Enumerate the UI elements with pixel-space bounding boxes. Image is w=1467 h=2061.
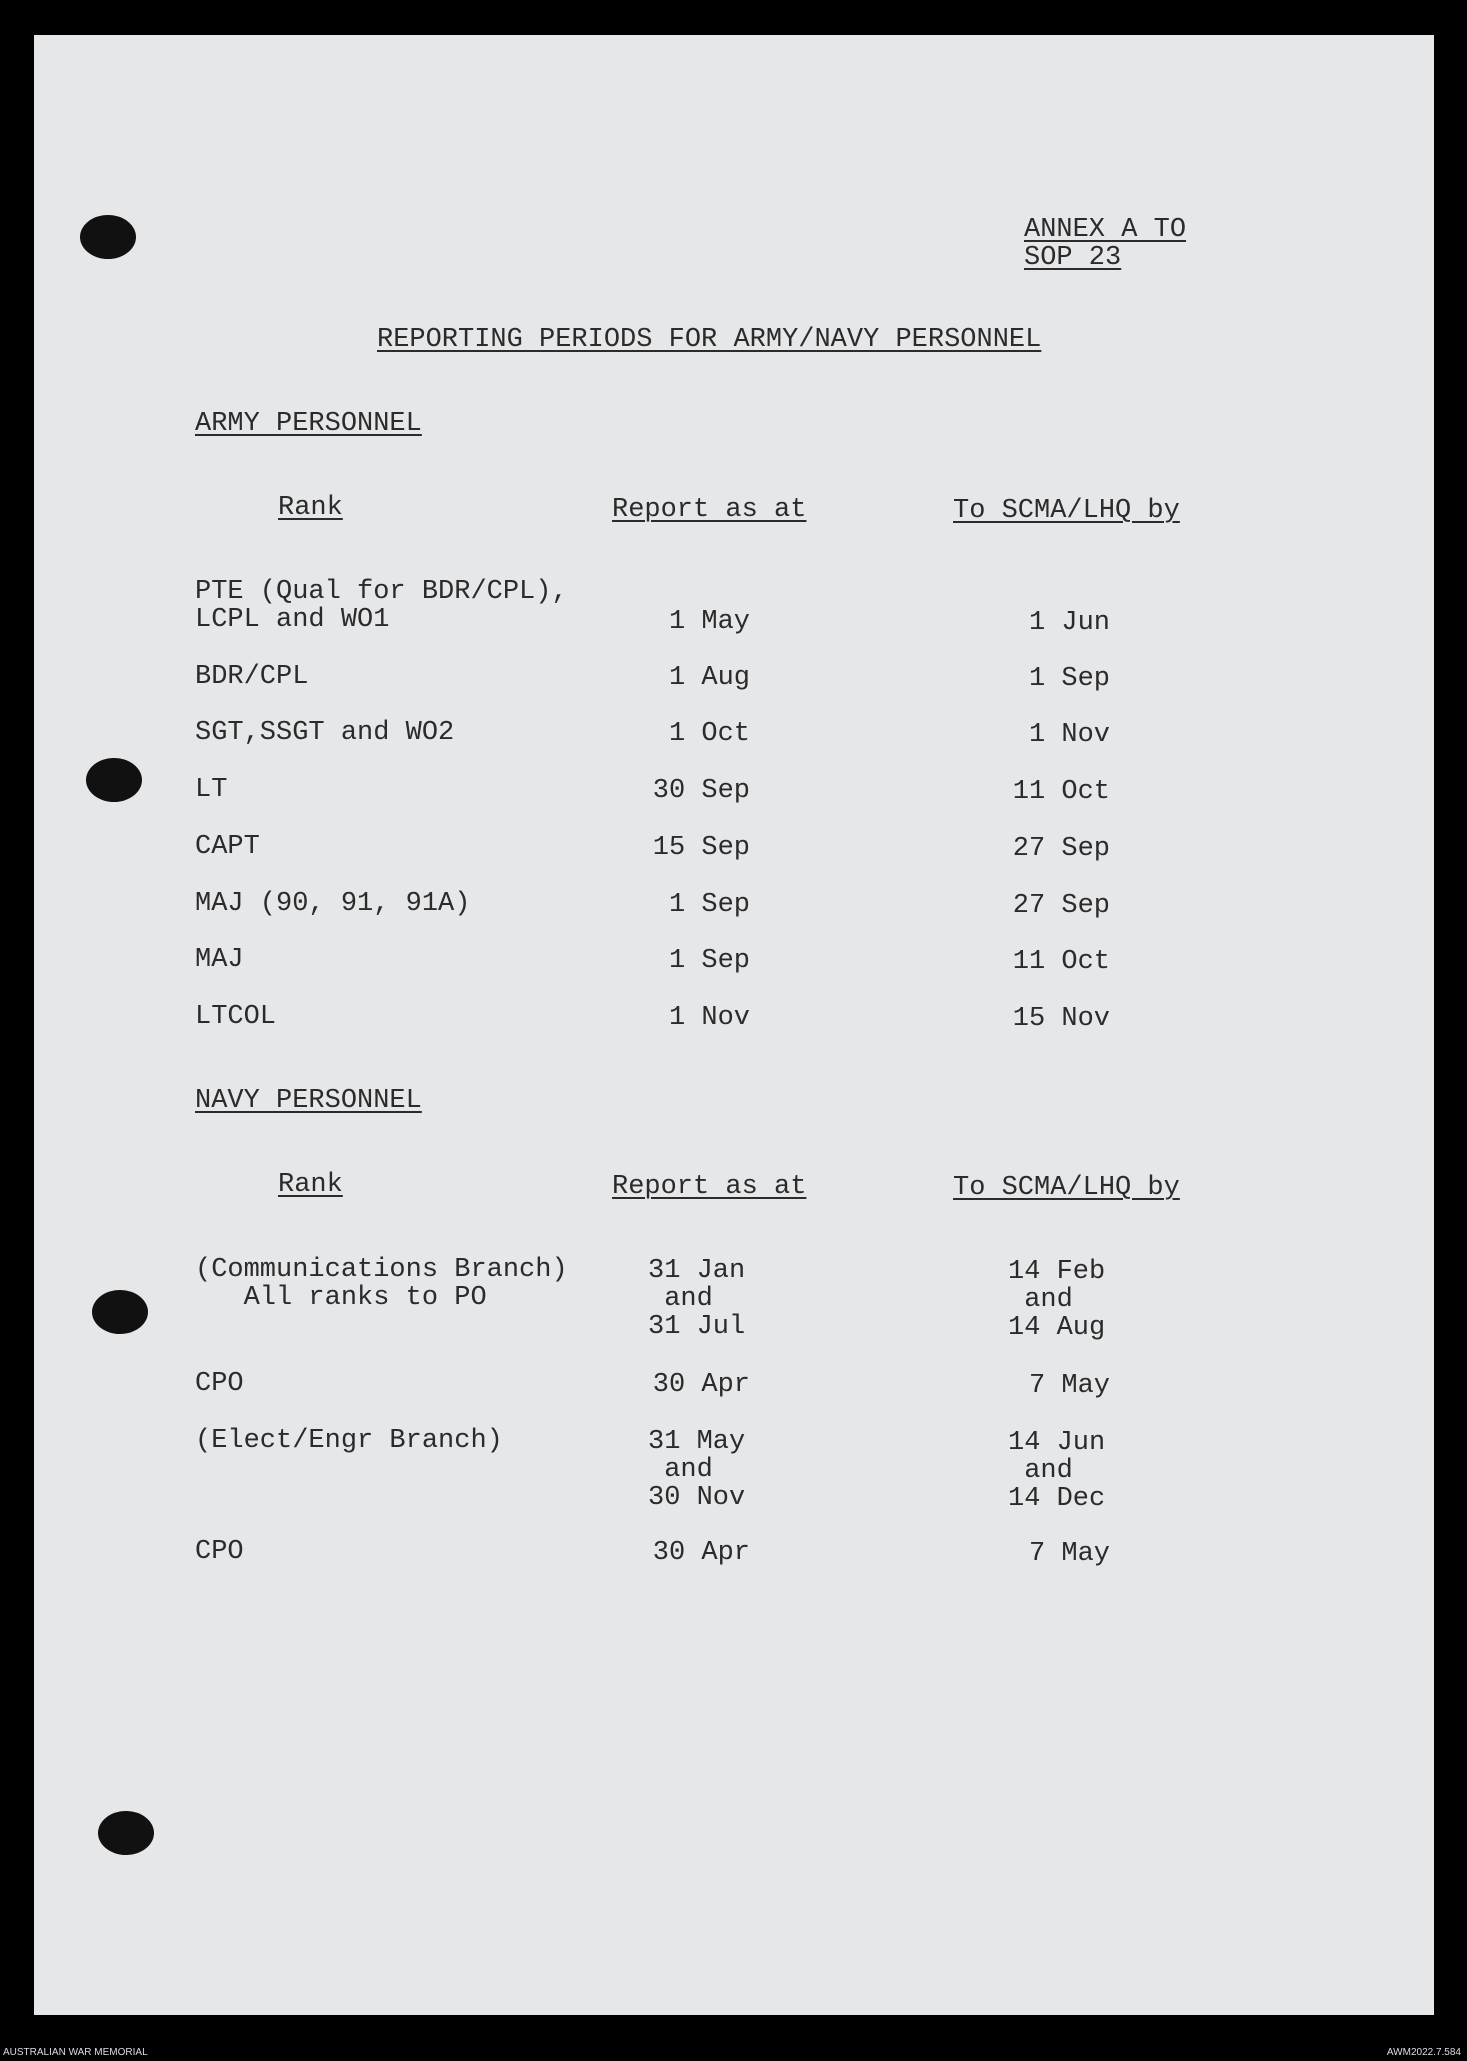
army-row-rank: LT bbox=[195, 775, 228, 805]
army-row-rank: MAJ (90, 91, 91A) bbox=[195, 889, 471, 919]
army-row-report: 1 Oct bbox=[668, 719, 750, 749]
navy-row-report: 31 Jan and 31 Jul bbox=[648, 1256, 746, 1342]
army-row-report: 1 Aug bbox=[668, 663, 750, 693]
army-col-to: To SCMA/LHQ by bbox=[953, 496, 1180, 526]
navy-row-report: 30 Apr bbox=[652, 1538, 750, 1568]
army-row-report: 30 Sep bbox=[652, 776, 750, 806]
navy-row-to: 14 Jun and 14 Dec bbox=[1008, 1428, 1106, 1514]
army-row-rank: SGT,SSGT and WO2 bbox=[195, 718, 455, 748]
army-row-rank: PTE (Qual for BDR/CPL), LCPL and WO1 bbox=[195, 577, 568, 635]
navy-row-report: 31 May and 30 Nov bbox=[648, 1427, 746, 1513]
army-heading: ARMY PERSONNEL bbox=[195, 409, 422, 439]
punch-hole-4 bbox=[98, 1811, 154, 1855]
navy-row-rank: (Communications Branch) All ranks to PO bbox=[195, 1255, 568, 1313]
navy-row-rank: CPO bbox=[195, 1537, 244, 1567]
army-row-to: 15 Nov bbox=[1012, 1004, 1110, 1034]
navy-row-report: 30 Apr bbox=[652, 1370, 750, 1400]
army-row-rank: CAPT bbox=[195, 832, 260, 862]
navy-row-to: 7 May bbox=[1028, 1539, 1110, 1569]
navy-row-to: 14 Feb and 14 Aug bbox=[1008, 1257, 1106, 1343]
navy-col-to: To SCMA/LHQ by bbox=[953, 1173, 1180, 1203]
navy-row-to: 7 May bbox=[1028, 1371, 1110, 1401]
army-row-report: 1 Sep bbox=[668, 946, 750, 976]
army-row-rank: BDR/CPL bbox=[195, 662, 309, 692]
navy-col-report: Report as at bbox=[612, 1172, 807, 1202]
punch-hole-3 bbox=[92, 1290, 148, 1334]
army-col-report: Report as at bbox=[612, 495, 807, 525]
army-row-to: 1 Nov bbox=[1028, 720, 1110, 750]
army-row-to: 1 Sep bbox=[1028, 664, 1110, 694]
army-row-to: 1 Jun bbox=[1028, 608, 1110, 638]
army-row-report: 15 Sep bbox=[652, 833, 750, 863]
army-row-rank: LTCOL bbox=[195, 1002, 277, 1032]
annex-line-2: SOP 23 bbox=[1024, 243, 1122, 273]
navy-heading: NAVY PERSONNEL bbox=[195, 1086, 422, 1116]
army-row-to: 27 Sep bbox=[1012, 834, 1110, 864]
army-row-rank: MAJ bbox=[195, 945, 244, 975]
annex-line-1: ANNEX A TO bbox=[1024, 215, 1187, 245]
navy-row-rank: CPO bbox=[195, 1369, 244, 1399]
footer-reference: AWM2022.7.584 bbox=[1386, 2047, 1461, 2058]
navy-row-rank: (Elect/Engr Branch) bbox=[195, 1426, 503, 1456]
footer-source: AUSTRALIAN WAR MEMORIAL bbox=[3, 2047, 148, 2058]
navy-col-rank: Rank bbox=[278, 1170, 343, 1200]
army-row-to: 11 Oct bbox=[1012, 777, 1110, 807]
army-row-report: 1 May bbox=[668, 607, 750, 637]
punch-hole-2 bbox=[86, 758, 142, 802]
army-row-to: 27 Sep bbox=[1012, 891, 1110, 921]
army-row-to: 11 Oct bbox=[1012, 947, 1110, 977]
army-row-report: 1 Sep bbox=[668, 890, 750, 920]
page-title: REPORTING PERIODS FOR ARMY/NAVY PERSONNEL bbox=[377, 325, 1042, 355]
army-row-report: 1 Nov bbox=[668, 1003, 750, 1033]
army-col-rank: Rank bbox=[278, 493, 343, 523]
punch-hole-1 bbox=[80, 215, 136, 259]
